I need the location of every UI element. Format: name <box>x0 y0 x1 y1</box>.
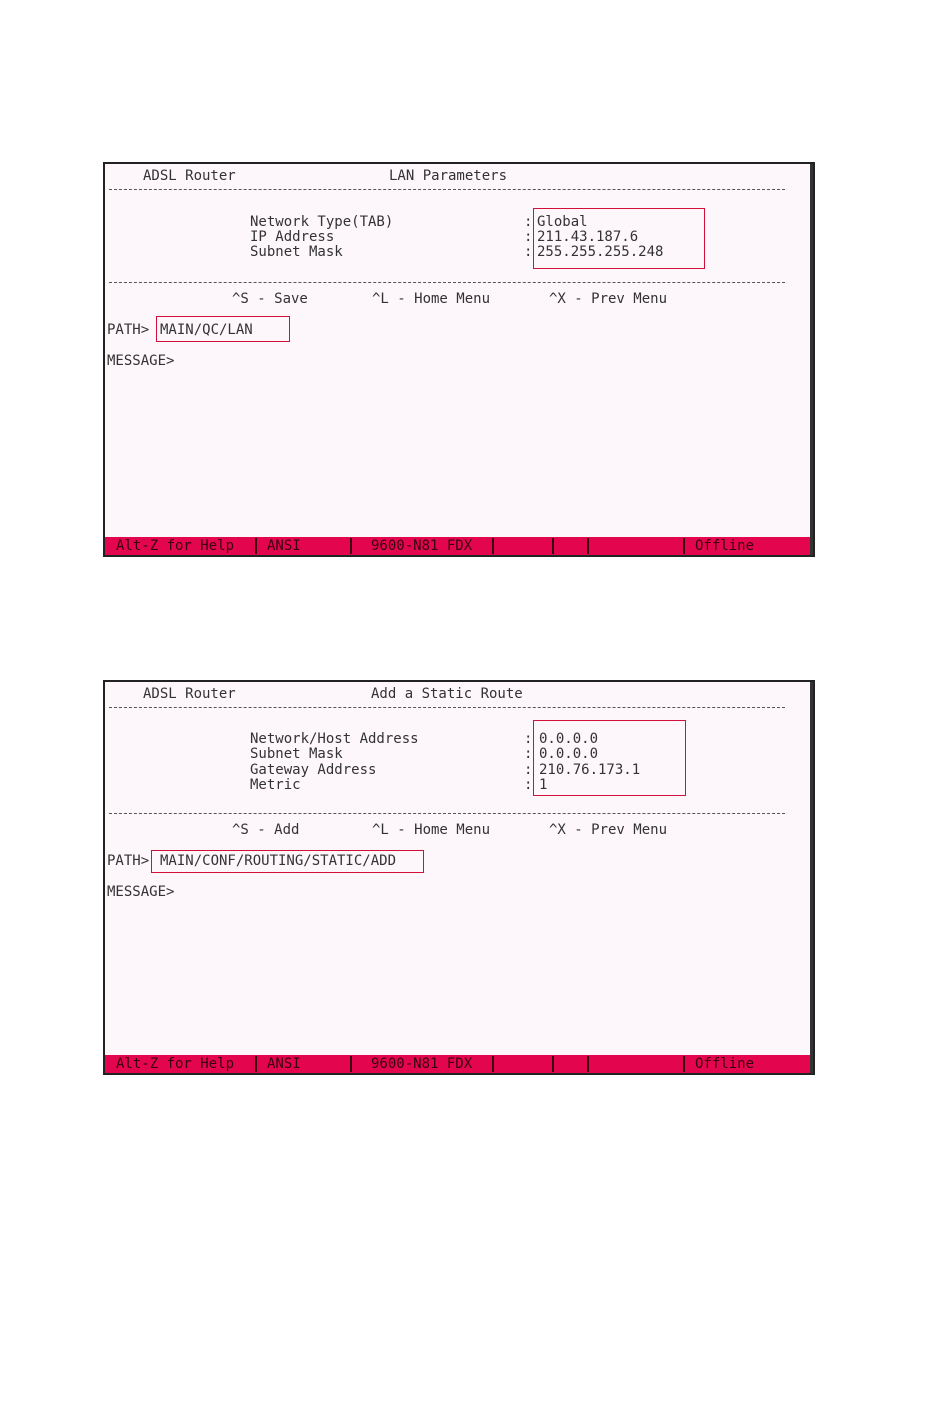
status-connection: Offline <box>695 1056 755 1072</box>
status-port: 9600-N81 FDX <box>371 1056 473 1072</box>
field-label-network-host-address: Network/Host Address <box>250 731 419 747</box>
status-help: Alt-Z for Help <box>116 1056 235 1072</box>
field-value-network-host-address[interactable]: 0.0.0.0 <box>539 731 599 747</box>
field-label-metric: Metric <box>250 777 301 793</box>
screen-title: LAN Parameters <box>389 168 508 184</box>
field-label-subnet-mask: Subnet Mask <box>250 244 343 260</box>
status-separator <box>683 1056 685 1072</box>
field-label-subnet-mask: Subnet Mask <box>250 746 343 762</box>
field-value-gateway-address[interactable]: 210.76.173.1 <box>539 762 641 778</box>
status-help: Alt-Z for Help <box>116 538 235 554</box>
status-connection: Offline <box>695 538 755 554</box>
field-value-ip-address[interactable]: 211.43.187.6 <box>537 229 639 245</box>
field-value-network-type[interactable]: Global <box>537 214 588 230</box>
field-colon: : <box>524 746 533 762</box>
terminal-window-add-static-route <box>103 680 815 1075</box>
status-bar <box>105 1055 810 1073</box>
field-label-ip-address: IP Address <box>250 229 335 245</box>
status-separator <box>350 538 352 554</box>
app-title: ADSL Router <box>143 168 236 184</box>
path-label: PATH> <box>107 853 150 869</box>
values-highlight-box <box>533 208 705 269</box>
field-value-metric[interactable]: 1 <box>539 777 548 793</box>
app-title: ADSL Router <box>143 686 236 702</box>
field-value-subnet-mask[interactable]: 255.255.255.248 <box>537 244 664 260</box>
shortcut-save[interactable]: ^S - Save <box>232 291 308 307</box>
field-colon: : <box>524 777 533 793</box>
shortcut-prev-menu[interactable]: ^X - Prev Menu <box>549 291 668 307</box>
path-value: MAIN/CONF/ROUTING/STATIC/ADD <box>160 853 397 869</box>
divider <box>109 813 785 814</box>
status-separator <box>587 1056 589 1072</box>
status-separator <box>552 1056 554 1072</box>
field-colon: : <box>524 214 533 230</box>
field-value-subnet-mask[interactable]: 0.0.0.0 <box>539 746 599 762</box>
divider <box>109 189 785 190</box>
status-emulation: ANSI <box>267 1056 301 1072</box>
status-separator <box>255 538 257 554</box>
field-colon: : <box>524 762 533 778</box>
terminal-window-lan-parameters <box>103 162 815 557</box>
field-label-gateway-address: Gateway Address <box>250 762 377 778</box>
field-colon: : <box>524 244 533 260</box>
status-separator <box>552 538 554 554</box>
field-label-network-type: Network Type(TAB) <box>250 214 394 230</box>
shortcut-prev-menu[interactable]: ^X - Prev Menu <box>549 822 668 838</box>
field-colon: : <box>524 229 533 245</box>
status-separator <box>492 538 494 554</box>
status-separator <box>683 538 685 554</box>
status-separator <box>350 1056 352 1072</box>
message-label: MESSAGE> <box>107 353 175 369</box>
status-separator <box>492 1056 494 1072</box>
shortcut-home-menu[interactable]: ^L - Home Menu <box>372 291 491 307</box>
status-port: 9600-N81 FDX <box>371 538 473 554</box>
status-emulation: ANSI <box>267 538 301 554</box>
message-label: MESSAGE> <box>107 884 175 900</box>
shortcut-add[interactable]: ^S - Add <box>232 822 300 838</box>
shortcut-home-menu[interactable]: ^L - Home Menu <box>372 822 491 838</box>
field-colon: : <box>524 731 533 747</box>
divider <box>109 707 785 708</box>
status-bar <box>105 537 810 555</box>
path-value: MAIN/QC/LAN <box>160 322 253 338</box>
status-separator <box>255 1056 257 1072</box>
values-highlight-box <box>533 720 686 796</box>
screen-title: Add a Static Route <box>371 686 523 702</box>
divider <box>109 282 785 283</box>
path-label: PATH> <box>107 322 150 338</box>
status-separator <box>587 538 589 554</box>
